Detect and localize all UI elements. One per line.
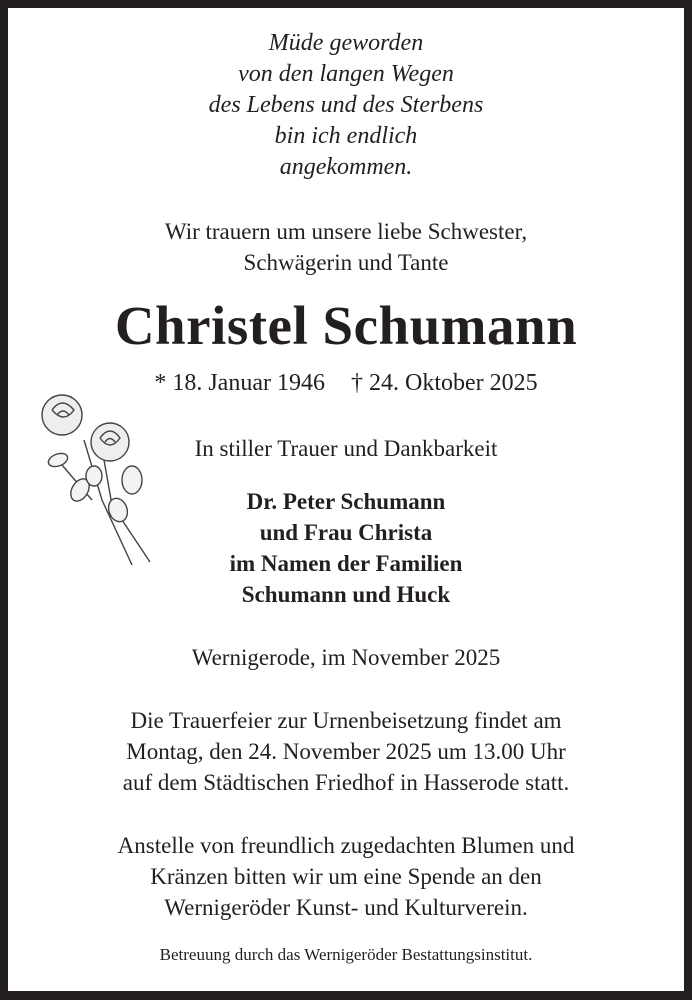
- intro-line: Schwägerin und Tante: [243, 250, 449, 275]
- place-date: Wernigerode, im November 2025: [191, 645, 501, 670]
- birth-date: * 18. Januar 1946: [154, 370, 325, 396]
- footer-note: Betreuung durch das Wernigeröder Bestattungsinstitut.: [159, 945, 533, 964]
- poem-line: Müde geworden: [268, 30, 424, 56]
- poem-line: von den langen Wegen: [238, 61, 454, 87]
- ceremony-line: Montag, den 24. November 2025 um 13.00 Uhr: [126, 739, 566, 764]
- poem-line: des Lebens und des Sterbens: [208, 92, 484, 118]
- mourners-intro: In stiller Trauer und Dankbarkeit: [194, 436, 498, 461]
- poem-line: bin ich endlich: [274, 123, 418, 149]
- death-date: † 24. Oktober 2025: [350, 370, 538, 396]
- donation-line: Kränzen bitten wir um eine Spende an den: [150, 864, 542, 889]
- mourner-line: und Frau Christa: [259, 520, 433, 545]
- mourner-line: im Namen der Familien: [229, 551, 463, 576]
- ceremony-line: auf dem Städtischen Friedhof in Hasserode statt.: [122, 770, 570, 795]
- obituary-notice: [8, 8, 684, 991]
- donation-line: Anstelle von freundlich zugedachten Blumen und: [117, 833, 575, 858]
- mourner-line: Dr. Peter Schumann: [246, 489, 446, 514]
- donation-line: Wernigeröder Kunst- und Kulturverein.: [164, 895, 528, 920]
- mourner-line: Schumann und Huck: [241, 582, 451, 607]
- intro-line: Wir trauern um unsere liebe Schwester,: [164, 219, 528, 244]
- ceremony-line: Die Trauerfeier zur Urnenbeisetzung findet am: [130, 708, 562, 733]
- poem-line: angekommen.: [279, 154, 413, 180]
- deceased-name: Christel Schumann: [114, 295, 578, 356]
